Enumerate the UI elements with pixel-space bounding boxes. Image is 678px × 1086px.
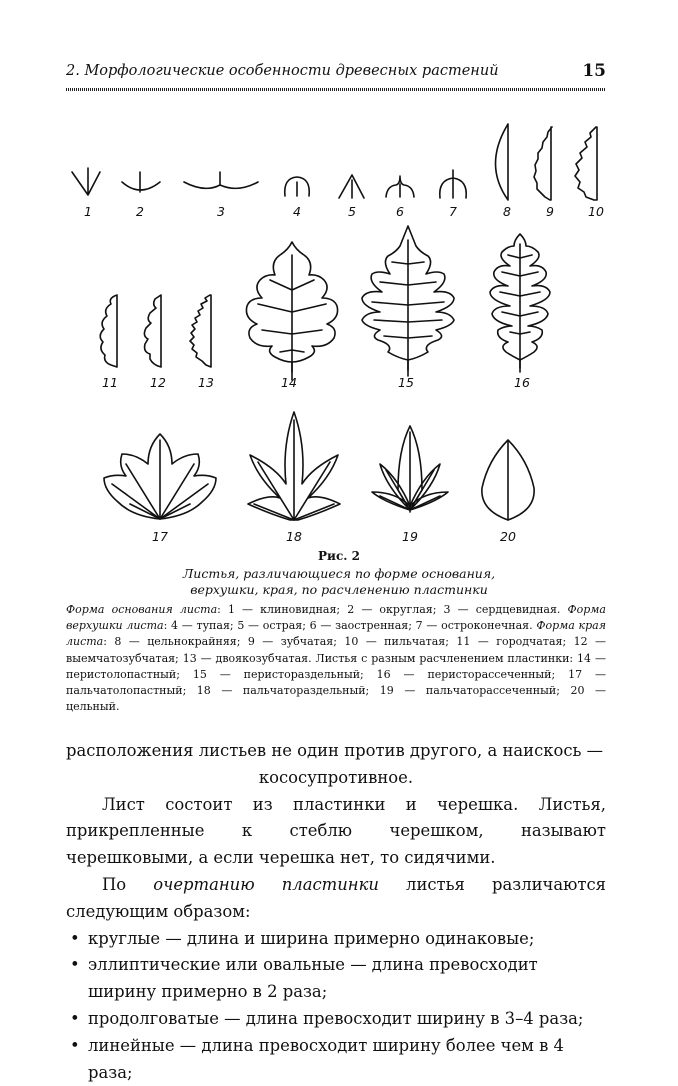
leaf-palmatisect: [372, 426, 448, 512]
figure-caption-title: Рис. 2: [318, 549, 360, 563]
bullet-icon: •: [70, 1035, 80, 1055]
legend-edge-text: : 8 — цельнокрайняя; 9 — зубчатая; 10 — пильчатая; 11 — городчатая; 12 — выемчатозубчатая; 13 — двоякозубчатая. Листья с разным расчленением пластинки: 14 — перистолопастный; 15 — перисторaздельный; 16 — перисторассеченный; 17 — пальчатолопастный; 18 — пальчатораздельный; 19 — пальчаторассеченный; 20 — цельный.: [66, 635, 606, 714]
fig-label-17: 17: [152, 529, 168, 544]
figure-caption-subtitle: [150, 566, 528, 598]
legend-tip-heading: Форма верхушки листа: [66, 603, 606, 633]
leaf-edge-crenate: [100, 295, 117, 367]
fig-label-9: 9: [546, 204, 554, 219]
leaf-edge-serrate: [534, 127, 552, 200]
fig-label-12: 12: [150, 375, 166, 390]
leaf-edge-entire: [496, 124, 509, 200]
fig-label-5: 5: [348, 204, 356, 219]
fig-label-10: 10: [588, 204, 604, 219]
fig-label-1: 1: [84, 204, 92, 219]
fig-label-19: 19: [402, 529, 418, 544]
leaf-edge-biserrate: [575, 127, 597, 200]
leaf-base-cordate: [184, 172, 258, 188]
bullet-icon: •: [70, 928, 80, 948]
caption-line-1: Листья, различающиеся по форме основания,: [182, 566, 496, 581]
leaf-base-rounded: [122, 172, 160, 192]
fig-label-11: 11: [102, 375, 118, 390]
leaf-base-cuneate: [72, 168, 100, 195]
paragraph-3-start: По: [102, 874, 154, 894]
paragraph-1-line-2: кососупротивное.: [258, 767, 414, 787]
list-item-text: эллиптические или овальные — длина превосходит ширину примерно в 2 раза;: [88, 955, 538, 1002]
page-number: 15: [582, 61, 606, 81]
leaf-edge-sinuate-dentate: [144, 295, 161, 367]
list-item: [66, 1033, 606, 1086]
leaf-pinnatilobate: [246, 242, 337, 380]
figure-legend: [66, 602, 606, 715]
leaf-edge-doubly-serrate: [190, 295, 211, 367]
leaf-pinnatipartite: [362, 226, 454, 376]
fig-label-20: 20: [500, 529, 516, 544]
legend-edge-heading: Форма края листа: [66, 619, 607, 649]
list-item-text: линейные — длина превосходит ширину более чем в 4 раза;: [88, 1035, 564, 1082]
header-rule: [66, 88, 606, 91]
leaf-tip-acute: [339, 175, 364, 198]
legend-base-heading: Форма основания листа: [66, 603, 218, 616]
leaf-palmatipartite: [248, 412, 340, 520]
fig-label-13: 13: [198, 375, 214, 390]
list-item: [66, 1006, 606, 1033]
leaf-shapes-figure: [0, 100, 678, 545]
bullet-icon: •: [70, 1008, 80, 1028]
caption-line-2: верхушки, края, по расчленению пластинки: [190, 582, 488, 597]
running-title: 2. Морфологические особенности древесных растений: [66, 63, 499, 79]
fig-label-4: 4: [293, 204, 301, 219]
body-text: [66, 738, 606, 1086]
paragraph-3-end: листья различаются следующим образом:: [66, 874, 607, 921]
fig-label-16: 16: [514, 375, 530, 390]
leaf-tip-mucronate: [440, 170, 466, 198]
fig-label-3: 3: [217, 204, 225, 219]
leaf-tip-acuminate: [386, 176, 414, 197]
fig-label-15: 15: [398, 375, 414, 390]
paragraph-1-line-1: расположения листьев не один против другого, а наискось —: [66, 741, 604, 760]
fig-label-8: 8: [503, 204, 511, 219]
paragraph-3: [66, 872, 606, 926]
leaf-palmatilobate: [104, 434, 216, 519]
list-item: [66, 952, 606, 1006]
paragraph-2: Лист состоит из пластинки и черешка. Листья, прикрепленные к стеблю черешком, называют черешковыми, а если черешка нет, то сидячими.: [66, 794, 606, 868]
fig-label-14: 14: [281, 375, 297, 390]
leaf-pinnatisect: [490, 234, 550, 372]
fig-label-18: 18: [286, 529, 302, 544]
fig-label-7: 7: [449, 204, 457, 219]
leaf-entire: [482, 440, 534, 520]
shape-list: [66, 926, 606, 1086]
bullet-icon: •: [70, 955, 80, 975]
list-item-text: круглые — длина и ширина примерно одинаковые;: [88, 928, 535, 948]
list-item: [66, 926, 606, 953]
fig-label-2: 2: [136, 204, 144, 219]
running-header: [66, 63, 606, 83]
legend-tip-text: : 4 — тупая; 5 — острая; 6 — заостренная; 7 — остроконечная.: [163, 619, 537, 633]
fig-label-6: 6: [396, 204, 404, 219]
list-item-text: продолговатые — длина превосходит ширину в 3–4 раза;: [88, 1008, 584, 1028]
leaf-tip-obtuse: [285, 177, 310, 196]
paragraph-1: [66, 738, 606, 792]
paragraph-3-emphasis: очертанию пластинки: [153, 874, 379, 894]
legend-base-text: : 1 — клиновидная; 2 — округлая; 3 — сердцевидная.: [217, 603, 568, 616]
